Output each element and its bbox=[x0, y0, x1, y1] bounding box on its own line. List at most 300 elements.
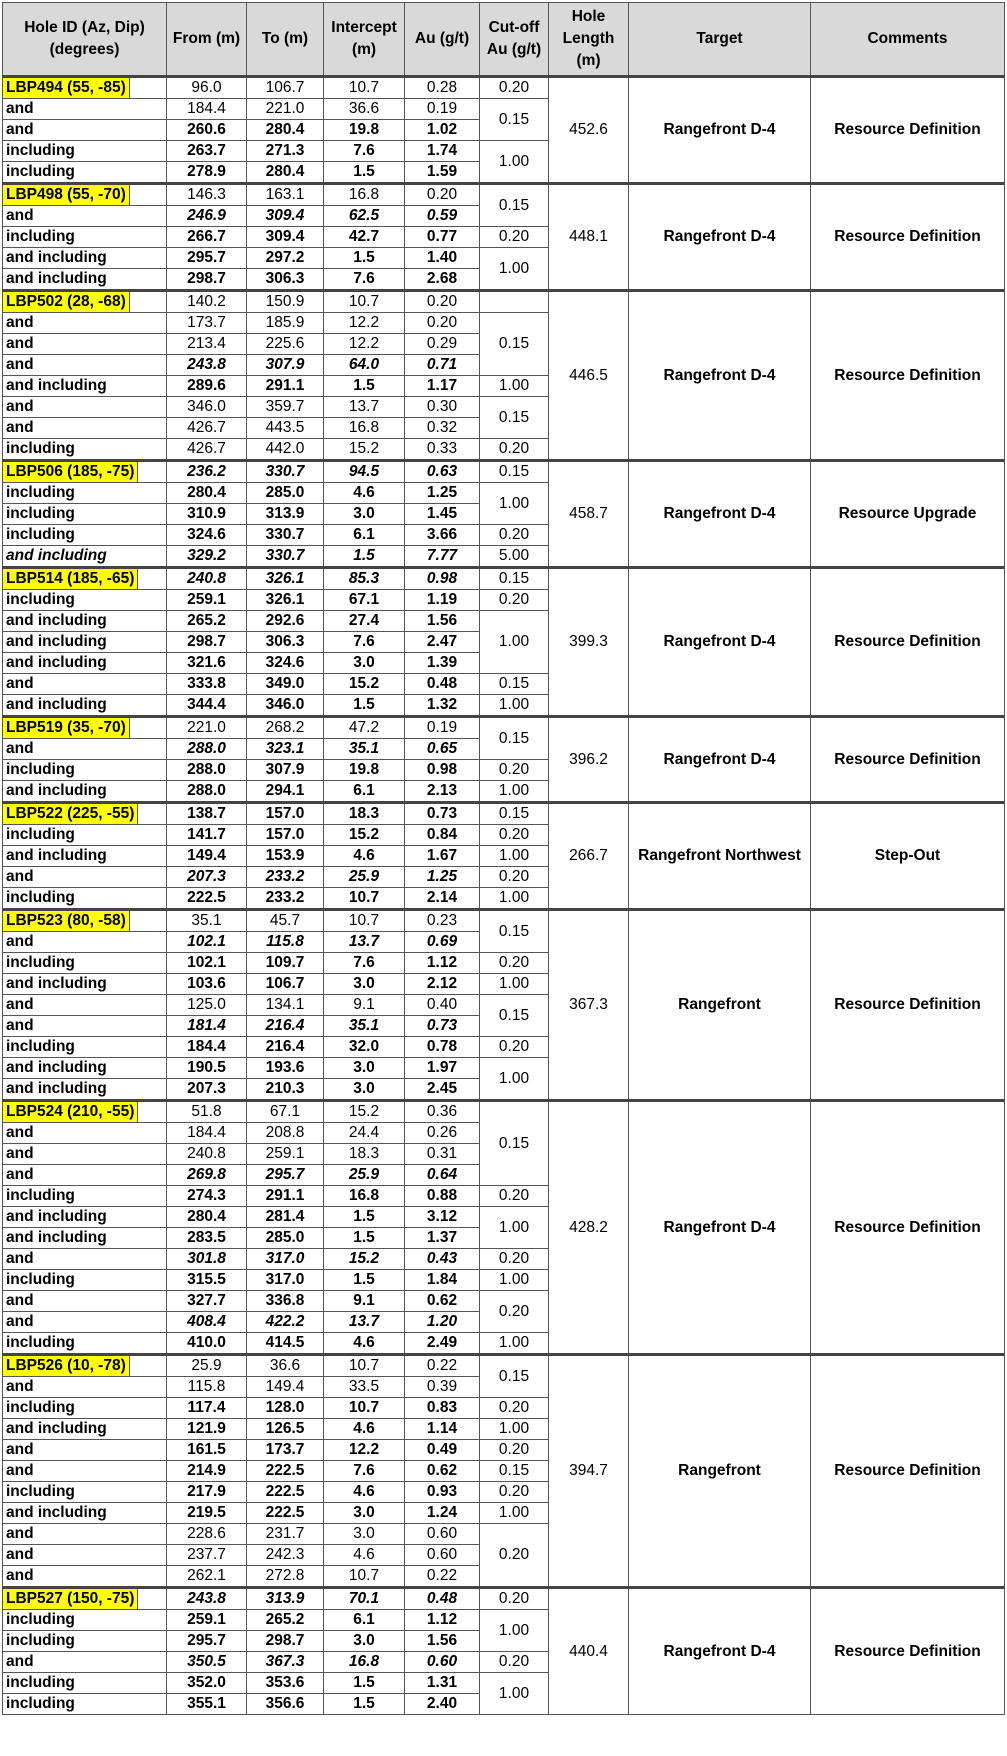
to-value: 233.2 bbox=[247, 867, 324, 888]
au-value: 2.45 bbox=[405, 1079, 480, 1101]
from-value: 240.8 bbox=[167, 568, 247, 590]
interval-label: and bbox=[3, 1566, 167, 1588]
au-value: 0.93 bbox=[405, 1482, 480, 1503]
au-value: 1.20 bbox=[405, 1312, 480, 1333]
hole-length-value: 399.3 bbox=[549, 568, 629, 717]
au-value: 0.22 bbox=[405, 1566, 480, 1588]
from-value: 280.4 bbox=[167, 483, 247, 504]
intercept-value: 3.0 bbox=[324, 1524, 405, 1545]
intercept-value: 15.2 bbox=[324, 1249, 405, 1270]
hole-id-cell bbox=[3, 803, 167, 825]
cutoff-value: 0.20 bbox=[480, 825, 549, 846]
to-value: 265.2 bbox=[247, 1610, 324, 1631]
cutoff-value: 0.20 bbox=[480, 1291, 549, 1333]
intercept-value: 1.5 bbox=[324, 248, 405, 269]
au-value: 0.20 bbox=[405, 313, 480, 334]
hole-length-value: 367.3 bbox=[549, 910, 629, 1101]
to-value: 163.1 bbox=[247, 184, 324, 206]
hole-id-label: LBP494 (55, -85) bbox=[3, 78, 130, 98]
from-value: 125.0 bbox=[167, 995, 247, 1016]
from-value: 288.0 bbox=[167, 781, 247, 803]
intercept-value: 16.8 bbox=[324, 418, 405, 439]
interval-label: and including bbox=[3, 376, 167, 397]
from-value: 96.0 bbox=[167, 77, 247, 99]
au-value: 0.98 bbox=[405, 568, 480, 590]
to-value: 280.4 bbox=[247, 162, 324, 184]
from-value: 346.0 bbox=[167, 397, 247, 418]
interval-label: and including bbox=[3, 974, 167, 995]
comments-value: Resource Definition bbox=[811, 184, 1005, 291]
from-value: 228.6 bbox=[167, 1524, 247, 1545]
to-value: 356.6 bbox=[247, 1694, 324, 1715]
from-value: 149.4 bbox=[167, 846, 247, 867]
au-value: 0.20 bbox=[405, 291, 480, 313]
comments-value: Resource Definition bbox=[811, 291, 1005, 461]
intercept-value: 4.6 bbox=[324, 1419, 405, 1440]
hole-id-cell bbox=[3, 291, 167, 313]
to-value: 307.9 bbox=[247, 760, 324, 781]
interval-label: including bbox=[3, 1333, 167, 1355]
cutoff-value: 1.00 bbox=[480, 1419, 549, 1440]
from-value: 243.8 bbox=[167, 1588, 247, 1610]
interval-label: including bbox=[3, 162, 167, 184]
au-value: 0.84 bbox=[405, 825, 480, 846]
from-value: 237.7 bbox=[167, 1545, 247, 1566]
interval-label: including bbox=[3, 590, 167, 611]
comments-value: Resource Upgrade bbox=[811, 461, 1005, 568]
au-value: 0.22 bbox=[405, 1355, 480, 1377]
hole-id-cell bbox=[3, 1101, 167, 1123]
from-value: 184.4 bbox=[167, 1037, 247, 1058]
cutoff-value: 0.20 bbox=[480, 439, 549, 461]
au-value: 0.19 bbox=[405, 717, 480, 739]
cutoff-value: 0.20 bbox=[480, 590, 549, 611]
header-target: Target bbox=[629, 3, 811, 77]
to-value: 222.5 bbox=[247, 1482, 324, 1503]
to-value: 291.1 bbox=[247, 1186, 324, 1207]
from-value: 190.5 bbox=[167, 1058, 247, 1079]
au-value: 0.26 bbox=[405, 1123, 480, 1144]
comments-value: Resource Definition bbox=[811, 568, 1005, 717]
to-value: 210.3 bbox=[247, 1079, 324, 1101]
interval-label: including bbox=[3, 760, 167, 781]
intercept-value: 10.7 bbox=[324, 910, 405, 932]
au-value: 1.12 bbox=[405, 953, 480, 974]
to-value: 336.8 bbox=[247, 1291, 324, 1312]
cutoff-value: 1.00 bbox=[480, 974, 549, 995]
from-value: 213.4 bbox=[167, 334, 247, 355]
intercept-value: 1.5 bbox=[324, 1207, 405, 1228]
target-value: Rangefront D-4 bbox=[629, 291, 811, 461]
from-value: 350.5 bbox=[167, 1652, 247, 1673]
hole-id-label: LBP519 (35, -70) bbox=[3, 718, 130, 738]
to-value: 134.1 bbox=[247, 995, 324, 1016]
cutoff-value: 0.20 bbox=[480, 227, 549, 248]
interval-label: and including bbox=[3, 846, 167, 867]
au-value: 0.28 bbox=[405, 77, 480, 99]
from-value: 295.7 bbox=[167, 248, 247, 269]
intercept-value: 6.1 bbox=[324, 781, 405, 803]
target-value: Rangefront D-4 bbox=[629, 568, 811, 717]
interval-label: including bbox=[3, 1673, 167, 1694]
to-value: 216.4 bbox=[247, 1016, 324, 1037]
cutoff-value: 0.20 bbox=[480, 525, 549, 546]
intercept-value: 18.3 bbox=[324, 1144, 405, 1165]
intercept-value: 13.7 bbox=[324, 397, 405, 418]
intercept-value: 12.2 bbox=[324, 313, 405, 334]
hole-id-cell bbox=[3, 77, 167, 99]
to-value: 45.7 bbox=[247, 910, 324, 932]
to-value: 324.6 bbox=[247, 653, 324, 674]
to-value: 231.7 bbox=[247, 1524, 324, 1545]
hole-id-cell bbox=[3, 568, 167, 590]
au-value: 1.40 bbox=[405, 248, 480, 269]
from-value: 138.7 bbox=[167, 803, 247, 825]
cutoff-value: 1.00 bbox=[480, 248, 549, 291]
hole-header-row bbox=[3, 1101, 1005, 1123]
au-value: 1.84 bbox=[405, 1270, 480, 1291]
to-value: 422.2 bbox=[247, 1312, 324, 1333]
to-value: 67.1 bbox=[247, 1101, 324, 1123]
hole-id-label: LBP498 (55, -70) bbox=[3, 185, 130, 205]
intercept-value: 85.3 bbox=[324, 568, 405, 590]
hole-header-row bbox=[3, 184, 1005, 206]
to-value: 309.4 bbox=[247, 227, 324, 248]
au-value: 1.19 bbox=[405, 590, 480, 611]
from-value: 262.1 bbox=[167, 1566, 247, 1588]
au-value: 0.65 bbox=[405, 739, 480, 760]
to-value: 313.9 bbox=[247, 1588, 324, 1610]
hole-id-cell bbox=[3, 184, 167, 206]
target-value: Rangefront Northwest bbox=[629, 803, 811, 910]
to-value: 150.9 bbox=[247, 291, 324, 313]
from-value: 301.8 bbox=[167, 1249, 247, 1270]
au-value: 0.40 bbox=[405, 995, 480, 1016]
from-value: 259.1 bbox=[167, 1610, 247, 1631]
hole-header-row bbox=[3, 77, 1005, 99]
hole-id-cell bbox=[3, 461, 167, 483]
to-value: 330.7 bbox=[247, 461, 324, 483]
from-value: 288.0 bbox=[167, 760, 247, 781]
intercept-value: 1.5 bbox=[324, 546, 405, 568]
au-value: 0.63 bbox=[405, 461, 480, 483]
hole-header-row bbox=[3, 461, 1005, 483]
intercept-value: 4.6 bbox=[324, 1482, 405, 1503]
cutoff-value: 1.00 bbox=[480, 376, 549, 397]
from-value: 221.0 bbox=[167, 717, 247, 739]
to-value: 295.7 bbox=[247, 1165, 324, 1186]
target-value: Rangefront D-4 bbox=[629, 461, 811, 568]
comments-value: Resource Definition bbox=[811, 1588, 1005, 1715]
to-value: 326.1 bbox=[247, 590, 324, 611]
to-value: 346.0 bbox=[247, 695, 324, 717]
to-value: 359.7 bbox=[247, 397, 324, 418]
hole-header-row bbox=[3, 291, 1005, 313]
to-value: 208.8 bbox=[247, 1123, 324, 1144]
to-value: 292.6 bbox=[247, 611, 324, 632]
interval-label: including bbox=[3, 227, 167, 248]
interval-label: and bbox=[3, 1440, 167, 1461]
comments-value: Resource Definition bbox=[811, 1101, 1005, 1355]
au-value: 1.32 bbox=[405, 695, 480, 717]
cutoff-value: 5.00 bbox=[480, 546, 549, 568]
intercept-value: 1.5 bbox=[324, 376, 405, 397]
au-value: 0.29 bbox=[405, 334, 480, 355]
interval-label: including bbox=[3, 504, 167, 525]
to-value: 272.8 bbox=[247, 1566, 324, 1588]
au-value: 0.64 bbox=[405, 1165, 480, 1186]
from-value: 246.9 bbox=[167, 206, 247, 227]
hole-id-label: LBP526 (10, -78) bbox=[3, 1356, 130, 1376]
to-value: 153.9 bbox=[247, 846, 324, 867]
from-value: 278.9 bbox=[167, 162, 247, 184]
intercept-value: 62.5 bbox=[324, 206, 405, 227]
au-value: 7.77 bbox=[405, 546, 480, 568]
from-value: 355.1 bbox=[167, 1694, 247, 1715]
hole-length-value: 452.6 bbox=[549, 77, 629, 184]
au-value: 0.36 bbox=[405, 1101, 480, 1123]
target-value: Rangefront D-4 bbox=[629, 77, 811, 184]
au-value: 1.45 bbox=[405, 504, 480, 525]
cutoff-value: 0.15 bbox=[480, 910, 549, 953]
header-hole-id: Hole ID (Az, Dip) (degrees) bbox=[3, 3, 167, 77]
from-value: 344.4 bbox=[167, 695, 247, 717]
target-value: Rangefront bbox=[629, 1355, 811, 1588]
to-value: 297.2 bbox=[247, 248, 324, 269]
au-value: 2.14 bbox=[405, 888, 480, 910]
from-value: 141.7 bbox=[167, 825, 247, 846]
from-value: 260.6 bbox=[167, 120, 247, 141]
interval-label: including bbox=[3, 1270, 167, 1291]
from-value: 289.6 bbox=[167, 376, 247, 397]
intercept-value: 10.7 bbox=[324, 1398, 405, 1419]
cutoff-value: 0.15 bbox=[480, 461, 549, 483]
intercept-value: 25.9 bbox=[324, 1165, 405, 1186]
intercept-value: 7.6 bbox=[324, 269, 405, 291]
from-value: 217.9 bbox=[167, 1482, 247, 1503]
intercept-value: 4.6 bbox=[324, 1333, 405, 1355]
interval-label: and bbox=[3, 1144, 167, 1165]
intercept-value: 4.6 bbox=[324, 1545, 405, 1566]
hole-header-row bbox=[3, 717, 1005, 739]
au-value: 2.12 bbox=[405, 974, 480, 995]
au-value: 0.19 bbox=[405, 99, 480, 120]
interval-label: and bbox=[3, 1545, 167, 1566]
au-value: 2.40 bbox=[405, 1694, 480, 1715]
from-value: 315.5 bbox=[167, 1270, 247, 1291]
interval-label: and bbox=[3, 995, 167, 1016]
from-value: 146.3 bbox=[167, 184, 247, 206]
intercept-value: 15.2 bbox=[324, 674, 405, 695]
cutoff-value: 0.20 bbox=[480, 1440, 549, 1461]
intercept-value: 7.6 bbox=[324, 953, 405, 974]
intercept-value: 9.1 bbox=[324, 1291, 405, 1312]
from-value: 207.3 bbox=[167, 867, 247, 888]
intercept-value: 47.2 bbox=[324, 717, 405, 739]
au-value: 1.31 bbox=[405, 1673, 480, 1694]
hole-length-value: 446.5 bbox=[549, 291, 629, 461]
interval-label: including bbox=[3, 825, 167, 846]
target-value: Rangefront D-4 bbox=[629, 1101, 811, 1355]
au-value: 0.77 bbox=[405, 227, 480, 248]
from-value: 243.8 bbox=[167, 355, 247, 376]
from-value: 102.1 bbox=[167, 932, 247, 953]
from-value: 283.5 bbox=[167, 1228, 247, 1249]
interval-label: and bbox=[3, 932, 167, 953]
intercept-value: 3.0 bbox=[324, 1079, 405, 1101]
au-value: 1.25 bbox=[405, 483, 480, 504]
interval-label: and bbox=[3, 1016, 167, 1037]
interval-label: and bbox=[3, 867, 167, 888]
to-value: 367.3 bbox=[247, 1652, 324, 1673]
from-value: 410.0 bbox=[167, 1333, 247, 1355]
interval-label: and including bbox=[3, 1503, 167, 1524]
to-value: 193.6 bbox=[247, 1058, 324, 1079]
au-value: 3.66 bbox=[405, 525, 480, 546]
to-value: 216.4 bbox=[247, 1037, 324, 1058]
au-value: 0.31 bbox=[405, 1144, 480, 1165]
intercept-value: 1.5 bbox=[324, 1228, 405, 1249]
cutoff-value: 1.00 bbox=[480, 483, 549, 525]
to-value: 317.0 bbox=[247, 1249, 324, 1270]
intercept-value: 10.7 bbox=[324, 291, 405, 313]
au-value: 0.73 bbox=[405, 803, 480, 825]
from-value: 103.6 bbox=[167, 974, 247, 995]
interval-label: including bbox=[3, 1037, 167, 1058]
from-value: 426.7 bbox=[167, 418, 247, 439]
to-value: 291.1 bbox=[247, 376, 324, 397]
hole-length-value: 448.1 bbox=[549, 184, 629, 291]
hole-length-value: 266.7 bbox=[549, 803, 629, 910]
cutoff-value: 1.00 bbox=[480, 1503, 549, 1524]
au-value: 0.88 bbox=[405, 1186, 480, 1207]
to-value: 294.1 bbox=[247, 781, 324, 803]
to-value: 185.9 bbox=[247, 313, 324, 334]
intercept-value: 9.1 bbox=[324, 995, 405, 1016]
cutoff-value: 0.20 bbox=[480, 1398, 549, 1419]
intercept-value: 10.7 bbox=[324, 888, 405, 910]
hole-id-label: LBP523 (80, -58) bbox=[3, 911, 130, 931]
target-value: Rangefront D-4 bbox=[629, 184, 811, 291]
from-value: 263.7 bbox=[167, 141, 247, 162]
from-value: 408.4 bbox=[167, 1312, 247, 1333]
cutoff-value: 0.20 bbox=[480, 1186, 549, 1207]
au-value: 0.43 bbox=[405, 1249, 480, 1270]
cutoff-value: 0.15 bbox=[480, 1101, 549, 1186]
from-value: 321.6 bbox=[167, 653, 247, 674]
intercept-value: 10.7 bbox=[324, 77, 405, 99]
from-value: 35.1 bbox=[167, 910, 247, 932]
header-intercept: Intercept (m) bbox=[324, 3, 405, 77]
interval-label: and including bbox=[3, 781, 167, 803]
to-value: 353.6 bbox=[247, 1673, 324, 1694]
from-value: 173.7 bbox=[167, 313, 247, 334]
to-value: 242.3 bbox=[247, 1545, 324, 1566]
au-value: 0.78 bbox=[405, 1037, 480, 1058]
au-value: 0.60 bbox=[405, 1652, 480, 1673]
intercept-value: 3.0 bbox=[324, 1503, 405, 1524]
interval-label: and including bbox=[3, 1079, 167, 1101]
interval-label: and bbox=[3, 355, 167, 376]
intercept-value: 1.5 bbox=[324, 1673, 405, 1694]
to-value: 330.7 bbox=[247, 546, 324, 568]
hole-length-value: 458.7 bbox=[549, 461, 629, 568]
intercept-value: 36.6 bbox=[324, 99, 405, 120]
interval-label: and bbox=[3, 1524, 167, 1545]
cutoff-value: 0.20 bbox=[480, 867, 549, 888]
intercept-value: 3.0 bbox=[324, 974, 405, 995]
au-value: 1.37 bbox=[405, 1228, 480, 1249]
target-value: Rangefront D-4 bbox=[629, 717, 811, 803]
interval-label: and bbox=[3, 674, 167, 695]
cutoff-value: 0.15 bbox=[480, 1355, 549, 1398]
intercept-value: 19.8 bbox=[324, 120, 405, 141]
from-value: 51.8 bbox=[167, 1101, 247, 1123]
interval-label: and including bbox=[3, 632, 167, 653]
intercept-value: 35.1 bbox=[324, 739, 405, 760]
from-value: 333.8 bbox=[167, 674, 247, 695]
hole-id-cell bbox=[3, 1355, 167, 1377]
comments-value: Resource Definition bbox=[811, 1355, 1005, 1588]
intercept-value: 18.3 bbox=[324, 803, 405, 825]
interval-label: and including bbox=[3, 1207, 167, 1228]
hole-header-row bbox=[3, 910, 1005, 932]
intercept-value: 15.2 bbox=[324, 825, 405, 846]
comments-value: Step-Out bbox=[811, 803, 1005, 910]
au-value: 0.98 bbox=[405, 760, 480, 781]
hole-id-label: LBP514 (185, -65) bbox=[3, 569, 138, 589]
intercept-value: 16.8 bbox=[324, 1652, 405, 1673]
from-value: 161.5 bbox=[167, 1440, 247, 1461]
from-value: 102.1 bbox=[167, 953, 247, 974]
cutoff-value: 1.00 bbox=[480, 611, 549, 674]
au-value: 1.59 bbox=[405, 162, 480, 184]
intercept-value: 1.5 bbox=[324, 695, 405, 717]
to-value: 330.7 bbox=[247, 525, 324, 546]
intercept-value: 67.1 bbox=[324, 590, 405, 611]
to-value: 233.2 bbox=[247, 888, 324, 910]
intercept-value: 10.7 bbox=[324, 1566, 405, 1588]
hole-length-value: 396.2 bbox=[549, 717, 629, 803]
au-value: 0.20 bbox=[405, 184, 480, 206]
cutoff-value: 0.20 bbox=[480, 1524, 549, 1588]
intercept-value: 35.1 bbox=[324, 1016, 405, 1037]
drill-results-table bbox=[2, 2, 1005, 1715]
interval-label: including bbox=[3, 1631, 167, 1652]
interval-label: including bbox=[3, 483, 167, 504]
intercept-value: 12.2 bbox=[324, 334, 405, 355]
from-value: 184.4 bbox=[167, 1123, 247, 1144]
au-value: 0.62 bbox=[405, 1291, 480, 1312]
from-value: 327.7 bbox=[167, 1291, 247, 1312]
to-value: 268.2 bbox=[247, 717, 324, 739]
hole-id-label: LBP502 (28, -68) bbox=[3, 292, 130, 312]
hole-id-label: LBP524 (210, -55) bbox=[3, 1102, 138, 1122]
intercept-value: 94.5 bbox=[324, 461, 405, 483]
to-value: 222.5 bbox=[247, 1461, 324, 1482]
from-value: 207.3 bbox=[167, 1079, 247, 1101]
from-value: 140.2 bbox=[167, 291, 247, 313]
cutoff-value: 0.15 bbox=[480, 184, 549, 227]
cutoff-value: 0.20 bbox=[480, 1482, 549, 1503]
from-value: 240.8 bbox=[167, 1144, 247, 1165]
au-value: 0.32 bbox=[405, 418, 480, 439]
hole-header-row bbox=[3, 1588, 1005, 1610]
from-value: 298.7 bbox=[167, 269, 247, 291]
intercept-value: 3.0 bbox=[324, 504, 405, 525]
hole-header-row bbox=[3, 1355, 1005, 1377]
interval-label: and including bbox=[3, 269, 167, 291]
